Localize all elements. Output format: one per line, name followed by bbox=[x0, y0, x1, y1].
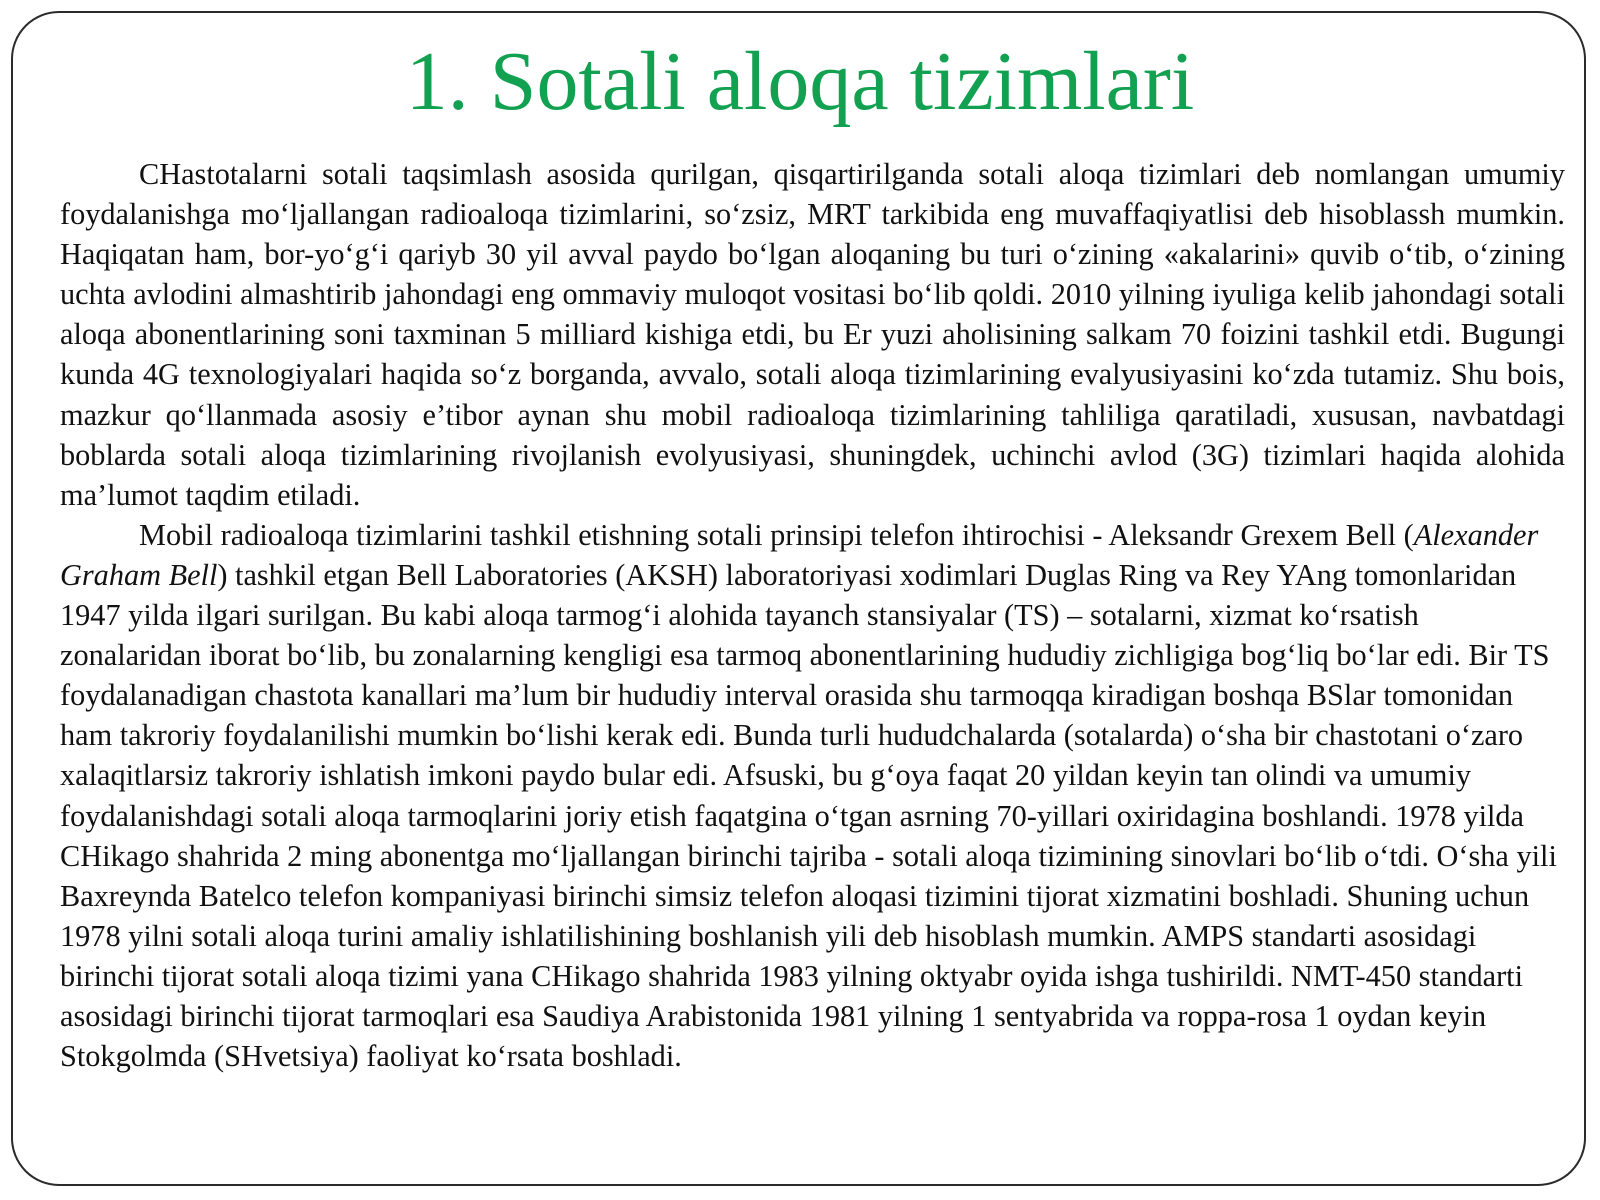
paragraph-2-text-start: Mobil radioaloqa tizimlarini tashkil etishning sotali prinsipi telefon ihtirochisi - Aleksandr Grexem Bell ( bbox=[139, 517, 1414, 552]
paragraph-2-text-rest: ) tashkil etgan Bell Laboratories (AKSH) laboratoriyasi xodimlari Duglas Ring va Rey YAng tomonlaridan 1947 yilda ilgari surilgan. Bu kabi aloqa tarmog‘i alohida tayanch stansiyalar (TS) – sotalarni, xizmat ko‘rsatish zonalaridan iborat bo‘lib, bu zonalarning kengligi esa tarmoq abonentlarining hududiy zichligiga bog‘liq bo‘lar edi. Bir TS foydalanadigan chastota kanallari ma’lum bir hududiy interval orasida shu tarmoqqa kiradigan boshqa BSlar tomonidan ham takroriy foydalanilishi mumkin bo‘lishi kerak edi. Bunda turli hududchalarda (sotalarda) o‘sha bir chastotani o‘zaro xalaqitlarsiz takroriy ishlatish imkoni paydo bular edi. Afsuski, bu g‘oya faqat 20 yildan keyin tan olindi va umumiy foydalanishdagi sotali aloqa tarmoqlarini joriy etish faqatgina o‘tgan asrning 70-yillari oxiridagina boshlandi. 1978 yilda CHikago shahrida 2 ming abonentga mo‘ljallangan birinchi tajriba - sotali aloqa tizimining sinovlari bo‘lib o‘tdi. O‘sha yili Baxreynda Batelco telefon kompaniyasi birinchi simsiz telefon aloqasi tizimini tijorat xizmatini boshladi. Shuning uchun 1978 yilni sotali aloqa turini amaliy ishlatilishining boshlanish yili deb hisoblash mumkin. AMPS standarti asosidagi birinchi tijorat sotali aloqa tizimi yana CHikago shahrida 1983 yilning oktyabr oyida ishga tushirildi. NMT-450 standarti asosidagi birinchi tijorat tarmoqlari esa Saudiya Arabistonida 1981 yilning 1 sentyabrida va roppa-rosa 1 oydan keyin Stokgolmda (SHvetsiya) faoliyat ko‘rsata boshladi. bbox=[60, 557, 1557, 1074]
slide-title: 1. Sotali aloqa tizimlari bbox=[405, 35, 1195, 128]
paragraph-2 bbox=[60, 515, 1565, 1076]
paragraph-1: CHastotalarni sotali taqsimlash asosida qurilgan, qisqartirilganda sotali aloqa tizimlari deb nomlangan umumiy foydalanishga mo‘ljallangan radioaloqa tizimlarini, so‘zsiz, MRT tarkibida eng muvaffaqiyatlisi deb hisoblassh mumkin. Haqiqatan ham, bor-yo‘g‘i qariyb 30 yil avval paydo bo‘lgan aloqaning bu turi o‘zining «akalarini» quvib o‘tib, o‘zining uchta avlodini almashtirib jahondagi eng ommaviy muloqot vositasi bo‘lib qoldi. 2010 yilning iyuliga kelib jahondagi sotali aloqa abonentlarining soni taxminan 5 milliard kishiga etdi, bu Er yuzi aholisining salkam 70 foizini tashkil etdi. Bugungi kunda 4G texnologiyalari haqida so‘z borganda, avvalo, sotali aloqa tizimlarining evalyusiyasini ko‘zda tutamiz. Shu bois, mazkur qo‘llanmada asosiy e’tibor aynan shu mobil radioaloqa tizimlarining tahliliga qaratiladi, xususan, navbatdagi boblarda sotali aloqa tizimlarining rivojlanish evolyusiyasi, shuningdek, uchinchi avlod (3G) tizimlari haqida alohida ma’lumot taqdim etiladi. bbox=[60, 157, 1565, 512]
paragraph-2-italic-name: Alexander Graham Bell bbox=[60, 517, 1539, 592]
slide-body bbox=[60, 154, 1565, 1076]
